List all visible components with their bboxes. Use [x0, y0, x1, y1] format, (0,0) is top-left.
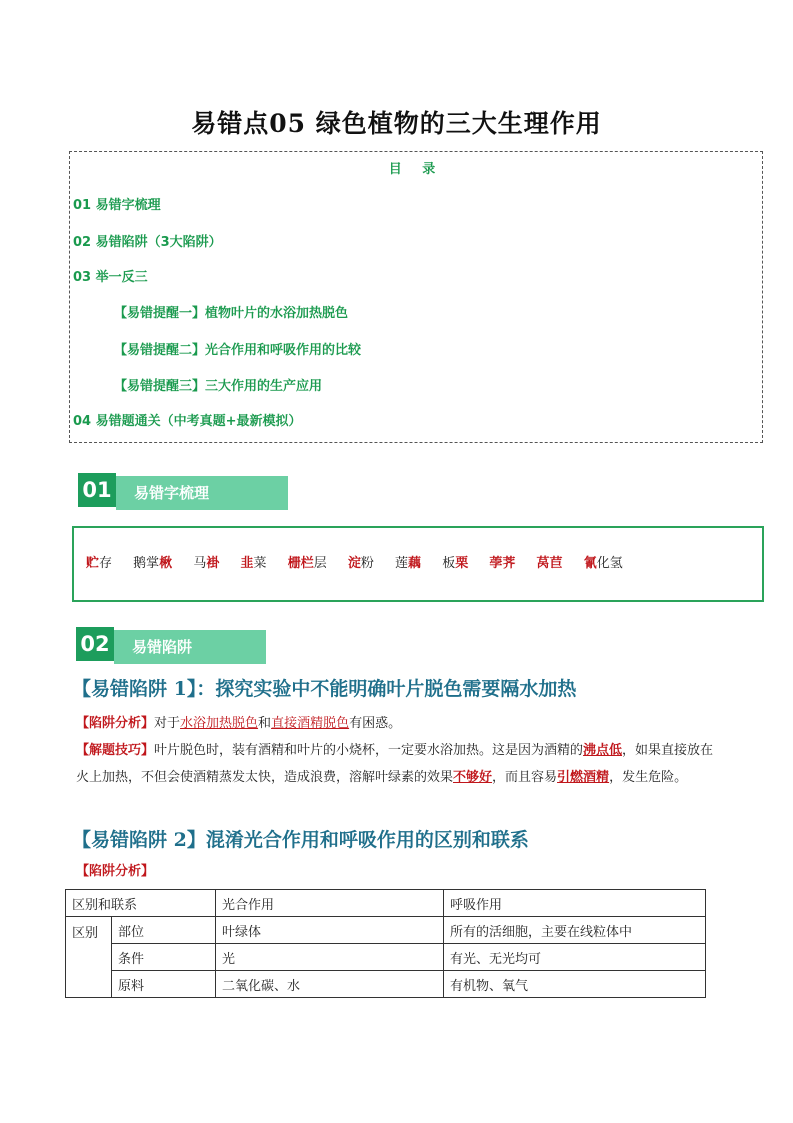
- word-item: 马褂: [193, 556, 220, 571]
- trap-2-analysis: [76, 858, 726, 885]
- section-label: 易错字梳理: [116, 476, 288, 510]
- trap-1-analysis: 【陷阱分析】对于水浴加热脱色和直接酒精脱色有困惑。: [76, 716, 402, 731]
- typo-words-box: [72, 526, 764, 602]
- section-label: 易错陷阱: [114, 630, 266, 664]
- table-group-cell: 区别: [66, 917, 112, 998]
- table-header-cell: 呼吸作用: [444, 890, 706, 917]
- table-header-cell: 区别和联系: [66, 890, 216, 917]
- word-item: 贮存: [86, 556, 113, 571]
- typo-words-list: [86, 552, 640, 571]
- table-cell: 原料: [112, 971, 216, 998]
- table-cell: 叶绿体: [216, 917, 444, 944]
- word-item: 淀粉: [347, 556, 374, 571]
- toc-item[interactable]: 03 举一反三: [73, 270, 148, 285]
- toc-heading: 目 录: [388, 162, 444, 177]
- analysis-tag: 【陷阱分析】: [76, 716, 155, 731]
- word-item: 栅栏层: [287, 556, 327, 571]
- table-of-contents: [69, 151, 763, 443]
- table-cell: 部位: [112, 917, 216, 944]
- word-item: 荸荠: [489, 556, 516, 571]
- toc-item[interactable]: 02 易错陷阱（3大陷阱）: [73, 235, 222, 250]
- table-cell: 光: [216, 944, 444, 971]
- tip-tag: 【解题技巧】: [76, 743, 155, 758]
- section-number: 01: [78, 473, 116, 507]
- table-cell: 条件: [112, 944, 216, 971]
- table-cell: 所有的活细胞，主要在线粒体中: [444, 917, 706, 944]
- section-number: 02: [76, 627, 114, 661]
- analysis-tag: 【陷阱分析】: [76, 864, 155, 879]
- toc-item[interactable]: 04 易错题通关（中考真题+最新模拟）: [73, 414, 302, 429]
- toc-item[interactable]: 【易错提醒三】三大作用的生产应用: [114, 379, 323, 394]
- word-item: 韭菜: [240, 556, 267, 571]
- table-row: [66, 917, 706, 944]
- table-cell: 有机物、氧气: [444, 971, 706, 998]
- toc-item[interactable]: 【易错提醒一】植物叶片的水浴加热脱色: [114, 306, 349, 321]
- word-item: 板栗: [442, 556, 469, 571]
- word-item: 鹅掌楸: [133, 556, 173, 571]
- toc-item[interactable]: 01 易错字梳理: [73, 198, 161, 213]
- table-header-row: [66, 890, 706, 917]
- trap-1-tip: 【解题技巧】叶片脱色时，装有酒精和叶片的小烧杯，一定要水浴加热。这是因为酒精的沸点低，如果直接放在火上加热，不但会使酒精蒸发太快，造成浪费，溶解叶绿素的效果不够好，而且容易引燃酒精，发生危险。: [76, 743, 714, 785]
- toc-item[interactable]: 【易错提醒二】光合作用和呼吸作用的比较: [114, 343, 362, 358]
- word-item: 莴苣: [536, 556, 563, 571]
- table-row: [66, 971, 706, 998]
- trap-1-title: 【易错陷阱 1】：探究实验中不能明确叶片脱色需要隔水加热: [72, 678, 577, 700]
- trap-2-title: 【易错陷阱 2】混淆光合作用和呼吸作用的区别和联系: [72, 829, 529, 851]
- table-row: [66, 944, 706, 971]
- table-cell: 二氧化碳、水: [216, 971, 444, 998]
- word-item: 莲藕: [395, 556, 422, 571]
- table-header-cell: 光合作用: [216, 890, 444, 917]
- word-item: 氰化氢: [583, 556, 623, 571]
- comparison-table: [65, 889, 706, 998]
- table-cell: 有光、无光均可: [444, 944, 706, 971]
- page-title: 易错点05 绿色植物的三大生理作用: [191, 109, 602, 138]
